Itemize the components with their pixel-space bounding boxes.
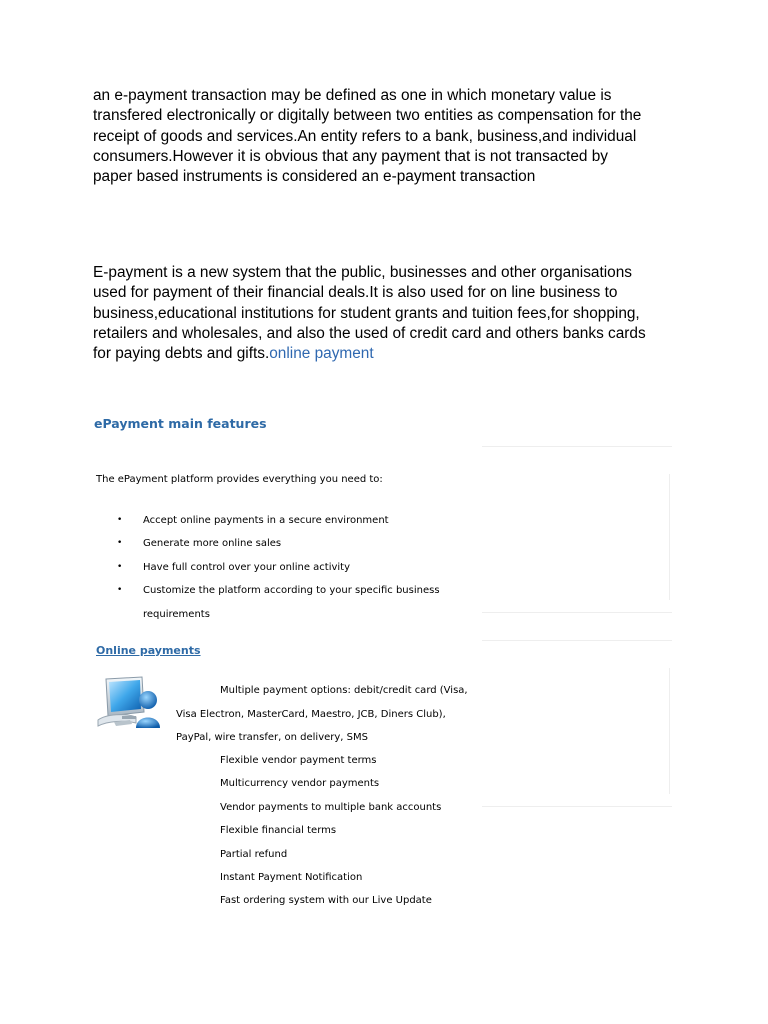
feature-item: Customize the platform according to your specific business bbox=[143, 585, 440, 596]
divider bbox=[669, 668, 670, 794]
features-intro: The ePayment platform provides everything you need to: bbox=[96, 474, 383, 485]
divider bbox=[482, 612, 672, 613]
intro-line: consumers.However it is obvious that any payment that is not transacted by bbox=[93, 147, 608, 165]
divider bbox=[482, 446, 672, 447]
payment-feature-item: Vendor payments to multiple bank accounts bbox=[220, 802, 442, 813]
divider bbox=[482, 806, 672, 807]
bullet-marker: • bbox=[117, 538, 123, 548]
feature-item: Have full control over your online activity bbox=[143, 562, 351, 573]
second-line: used for payment of their financial deals.It is also used for on line business to bbox=[93, 284, 618, 302]
payment-options-line: Multiple payment options: debit/credit card (Visa, bbox=[220, 685, 468, 696]
intro-line: an e-payment transaction may be defined as one in which monetary value is bbox=[93, 87, 612, 104]
payment-feature-item: Flexible financial terms bbox=[220, 825, 337, 836]
bullet-marker: • bbox=[117, 562, 123, 572]
payment-feature-item: Multicurrency vendor payments bbox=[220, 778, 380, 789]
divider bbox=[482, 640, 672, 641]
online-payment-link[interactable]: online payment bbox=[269, 345, 374, 363]
feature-item-continuation: requirements bbox=[143, 609, 210, 620]
second-line: E-payment is a new system that the public, businesses and other organisations bbox=[93, 264, 632, 281]
payment-options-line: PayPal, wire transfer, on delivery, SMS bbox=[176, 732, 368, 743]
online-payments-heading-link[interactable]: Online payments bbox=[96, 644, 201, 657]
second-line: for paying debts and gifts. bbox=[93, 345, 270, 363]
payment-feature-item: Instant Payment Notification bbox=[220, 872, 363, 883]
feature-item: Generate more online sales bbox=[143, 538, 282, 549]
bullet-marker: • bbox=[117, 515, 123, 525]
payment-options-line: Visa Electron, MasterCard, Maestro, JCB, Diners Club), bbox=[176, 709, 446, 720]
second-line: retailers and wholesales, and also the used of credit card and others banks cards bbox=[93, 324, 646, 342]
features-heading: ePayment main features bbox=[94, 416, 267, 431]
feature-item: Accept online payments in a secure environment bbox=[143, 515, 389, 526]
second-line: business,educational institutions for student grants and tuition fees,for shopping, bbox=[93, 304, 640, 322]
intro-paragraph bbox=[93, 86, 683, 187]
payment-feature-item: Flexible vendor payment terms bbox=[220, 755, 377, 766]
payment-feature-item: Fast ordering system with our Live Update bbox=[220, 895, 432, 906]
payment-feature-item: Partial refund bbox=[220, 849, 288, 860]
computer-user-icon bbox=[96, 676, 162, 732]
divider bbox=[669, 474, 670, 600]
intro-line: transfered electronically or digitally between two entities as compensation for the bbox=[93, 107, 642, 125]
intro-line: receipt of goods and services.An entity refers to a bank, business,and individual bbox=[93, 127, 637, 145]
intro-line: paper based instruments is considered an e-payment transaction bbox=[93, 168, 536, 186]
second-paragraph bbox=[93, 263, 683, 364]
bullet-marker: • bbox=[117, 585, 123, 595]
